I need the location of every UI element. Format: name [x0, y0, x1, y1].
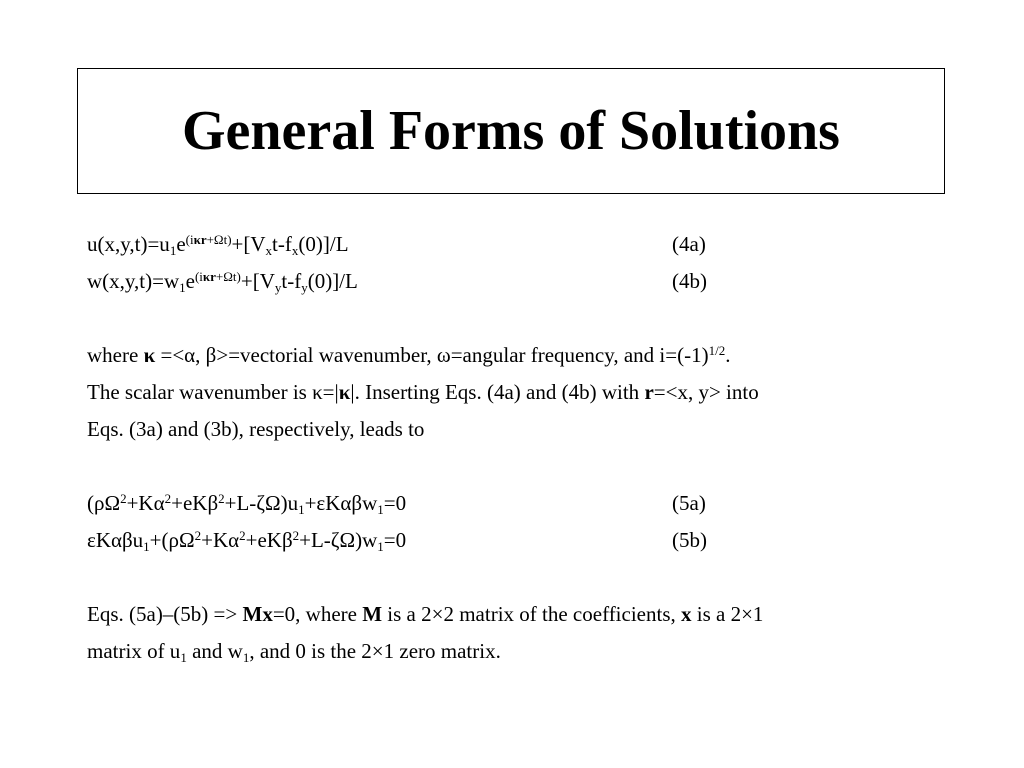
paragraph2-line1: Eqs. (5a)–(5b) => Mx=0, where M is a 2×2 matrix of the coefficients, x is a 2×1	[87, 602, 764, 626]
equation-number-4b: (4b)	[672, 269, 707, 293]
paragraph1-line2: The scalar wavenumber is κ=|κ|. Inserting Eqs. (4a) and (4b) with r=<x, y> into	[87, 380, 759, 404]
equation-5a: $(\rho\Omega^2+K\alpha^2+eK\beta^2+L-\zeta\Omega)u_1+\varepsilon K\alpha\beta w_1=0$ (5a)	[87, 485, 947, 522]
equation-5b: $\varepsilon K\alpha\beta u_1+(\rho\Omega^2+K\alpha^2+eK\beta^2+L-\zeta\Omega)w_1=0$ (5b)	[87, 522, 947, 559]
equation-number-4a: (4a)	[672, 232, 706, 256]
equation-4b: $w(x,y,t)=w_1e^{(i\kappa r+\Omega t)}+[V_yt-f_y(0)]/L$ (4b)	[87, 263, 947, 300]
equation-number-5a: (5a)	[672, 491, 706, 515]
paragraph1-line3: Eqs. (3a) and (3b), respectively, leads to	[87, 417, 425, 441]
spacer	[87, 559, 947, 596]
spacer	[87, 448, 947, 485]
paragraph1-line1: where κ =<α, β>=vectorial wavenumber, ω=angular frequency, and $i=(-1)^{1/2}$.	[87, 343, 731, 367]
slide-body	[87, 226, 947, 670]
spacer	[87, 300, 947, 337]
title-box	[77, 68, 945, 194]
paragraph2-line2: matrix of $u_1$ and $w_1$, and 0 is the 2×1 zero matrix.	[87, 639, 501, 665]
equation-4a: $u(x,y,t)=u_1e^{(i\kappa r+\Omega t)}+[V_xt-f_x(0)]/L$ (4a)	[87, 226, 947, 263]
slide-title: General Forms of Solutions	[182, 100, 840, 162]
equation-number-5b: (5b)	[672, 528, 707, 552]
